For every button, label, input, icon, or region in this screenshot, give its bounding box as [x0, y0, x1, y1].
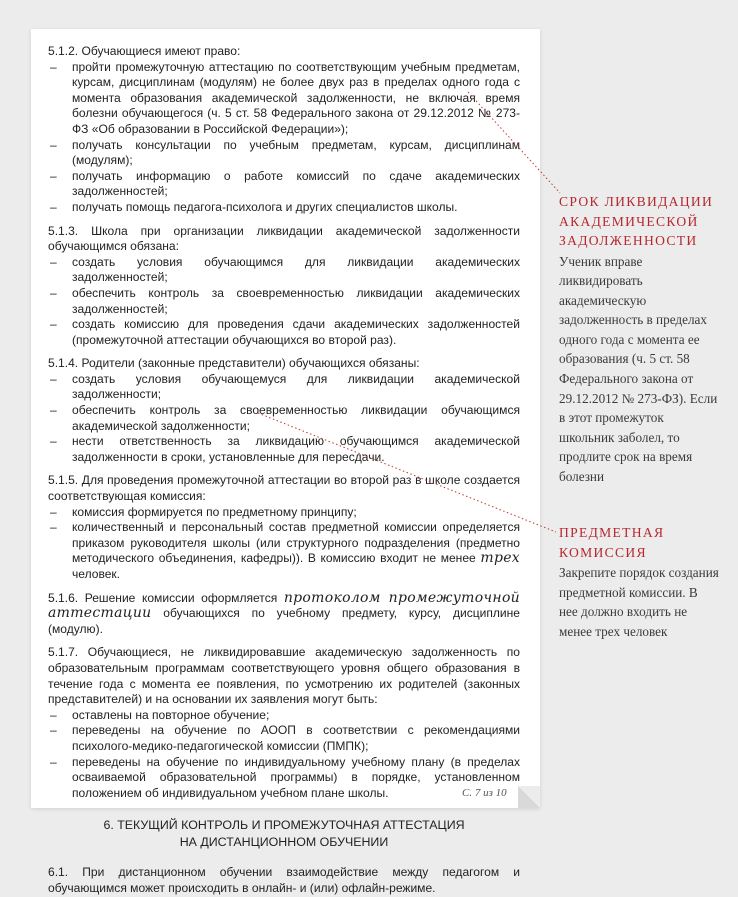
section-heading: 5.1.4. Родители (законные представители) обучающихся обязаны: — [48, 356, 420, 371]
note-title: СРОК ЛИКВИДАЦИИ АКАДЕМИЧЕСКОЙ ЗАДОЛЖЕННОСТИ — [559, 194, 714, 248]
item-text: человек. — [72, 567, 121, 581]
list-item: – переведены на обучение по индивидуальному учебному плану (в пределах осваиваемой образовательной программы) в порядке, установленном положением об индивидуальном учебном плане школы. — [48, 755, 520, 802]
connector-line-commission — [258, 413, 556, 532]
section-heading: 5.1.5. Для проведения промежуточной аттестации во второй раз в школе создается соответствующая комиссия: — [48, 473, 520, 504]
section-heading: 5.1.7. Обучающиеся, не ликвидировавшие академическую задолженность по образовательным программам соответствующего уровня общего образования в течение года с момента ее появления, по усмотрению их родителей (законных представителей) и на основании их заявления могут быть: — [48, 645, 520, 707]
list-item: – оставлены на повторное обучение; — [48, 708, 520, 724]
list-item: – пройти промежуточную аттестацию по соответствующим учебным предметам, курсам, дисциплинам (модулям) не более двух раз в пределах одного года с момента образования академической задолженности, не включая время болезни обучающегося (ч. 5 ст. 58 Федерального закона от 29.12.2012 № 273-ФЗ «Об образовании в Российской Федерации»); — [48, 60, 520, 138]
note-title: ПРЕДМЕТНАЯ КОМИССИЯ — [559, 525, 665, 560]
list-item: – комиссия формируется по предметному принципу; — [48, 505, 520, 521]
list-item: – создать комиссию для проведения сдачи академических задолженностей (промежуточной аттестации обучающихся во второй раз). — [48, 317, 520, 348]
margin-note-commission — [559, 523, 719, 641]
list-item: – создать условия обучающимся для ликвидации академических задолженностей; — [48, 255, 520, 286]
section-heading: 5.1.3. Школа при организации ликвидации академической задолженности обучающимся обязана: — [48, 223, 520, 254]
list-item: – переведены на обучение по АООП в соответствии с рекомендациями психолого-медико-педагогической комиссии (ПМПК); — [48, 723, 520, 754]
note-text: Закрепите порядок создания предметной комиссии. В нее должно входить не менее трех человек — [559, 565, 719, 639]
handwritten-insert: трех — [480, 550, 520, 567]
note-text: Ученик вправе ликвидировать академическую задолженность в пределах одного года с момента ее образования (ч. 5 ст. 58 Федерального закона от 29.12.2012 № 273-ФЗ). Если в этот промежуток школьник заболел, то продлите срок на время болезни — [559, 253, 718, 485]
list-item: – получать помощь педагога-психолога и других специалистов школы. — [48, 200, 520, 216]
margin-note-deadline — [559, 192, 719, 487]
list-item: – получать консультации по учебным предметам, курсам, дисциплинам (модулям); — [48, 138, 520, 169]
connector-line-deadline — [468, 92, 560, 193]
chapter-title-line: 6. ТЕКУЩИЙ КОНТРОЛЬ И ПРОМЕЖУТОЧНАЯ АТТЕСТАЦИЯ — [103, 818, 465, 833]
list-item: – обеспечить контроль за своевременностью ликвидации академических задолженностей; — [48, 286, 520, 317]
list-item: – получать информацию о работе комиссий по сдаче академических задолженностей; — [48, 169, 520, 200]
section-heading: 5.1.2. Обучающиеся имеют право: — [48, 44, 241, 58]
item-text: количественный и персональный состав предметной комиссии определяется приказом руководителя школы (или структурного подразделения (предметно методического объединения, кафедры)). В комиссию входит не менее — [72, 520, 520, 566]
section-6-1: 6.1. При дистанционном обучении взаимодействие между педагогом и обучающимся может происходить в онлайн- и (или) офлайн-режиме. — [48, 865, 520, 895]
list-item: – создать условия обучающемуся для ликвидации академической задолженности; — [48, 372, 520, 403]
chapter-title-line: НА ДИСТАНЦИОННОМ ОБУЧЕНИИ — [179, 835, 389, 850]
handwritten-insert: протоколом промежуточной аттестации — [48, 589, 520, 622]
list-item: – нести ответственность за ликвидацию обучающимся академической задолженности в сроки, установленные для пересдачи. — [48, 434, 520, 465]
section-text: 5.1.6. Решение комиссии оформляется — [48, 590, 278, 605]
page-number: С. 7 из 10 — [462, 787, 507, 799]
list-item: – обеспечить контроль за своевременностью ликвидации обучающимся академической задолженности; — [48, 403, 520, 434]
section-text: обучающихся по учебному предмету, курсу, дисциплине (модулю). — [48, 606, 520, 636]
